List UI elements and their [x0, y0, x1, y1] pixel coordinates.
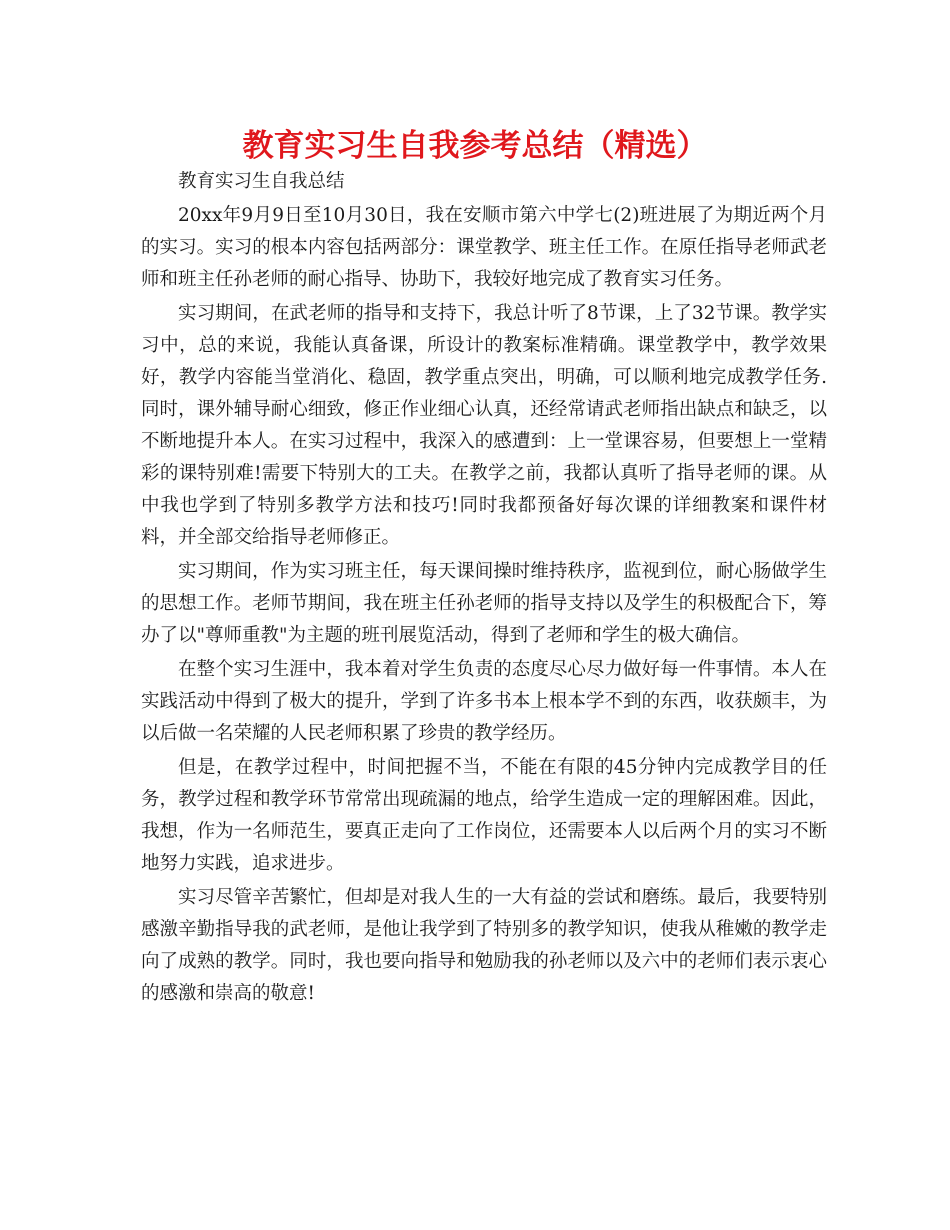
paragraph-class-teacher: 实习期间，作为实习班主任，每天课间操时维持秩序，监视到位，耐心肠做学生的思想工作。老师节期间，我在班主任孙老师的指导支持以及学生的积极配合下，筹办了以"尊师重教"为主题的班刊展览活动，得到了老师和学生的极大确信。	[141, 561, 827, 646]
paragraph-thanks: 实习尽管辛苦繁忙，但却是对我人生的一大有益的尝试和磨练。最后，我要特别感激辛勤指导我的武老师，是他让我学到了特别多的教学知识，使我从稚嫩的教学走向了成熟的教学。同时，我也要向指导和勉励我的孙老师以及六中的老师们表示衷心的感激和崇高的敬意!	[141, 887, 827, 1004]
paragraph-intro: 20xx年9月9日至10月30日，我在安顺市第六中学七(2)班进展了为期近两个月的实习。实习的根本内容包括两部分：课堂教学、班主任工作。在原任指导老师武老师和班主任孙老师的耐心指导、协助下，我较好地完成了教育实习任务。	[141, 205, 827, 290]
document-body	[141, 166, 827, 1010]
paragraph-growth: 在整个实习生涯中，我本着对学生负责的态度尽心尽力做好每一件事情。本人在实践活动中得到了极大的提升，学到了许多书本上根本学不到的东西，收获颇丰，为以后做一名荣耀的人民老师积累了珍贵的教学经历。	[141, 659, 827, 744]
paragraph-teaching: 实习期间，在武老师的指导和支持下，我总计听了8节课，上了32节课。教学实习中，总的来说，我能认真备课，所设计的教案标准精确。课堂教学中，教学效果好，教学内容能当堂消化、稳固，教学重点突出，明确，可以顺利地完成教学任务.同时，课外辅导耐心细致，修正作业细心认真，还经常请武老师指出缺点和缺乏，以不断地提升本人。在实习过程中，我深入的感遭到：上一堂课容易，但要想上一堂精彩的课特别难!需要下特别大的工夫。在教学之前，我都认真听了指导老师的课。从中我也学到了特别多教学方法和技巧!同时我都预备好每次课的详细教案和课件材料，并全部交给指导老师修正。	[141, 303, 827, 548]
document-title: 教育实习生自我参考总结（精选）	[242, 128, 708, 164]
document-subtitle: 教育实习生自我总结	[178, 171, 345, 192]
paragraph-shortcomings: 但是，在教学过程中，时间把握不当，不能在有限的45分钟内完成教学目的任务，教学过程和教学环节常常出现疏漏的地点，给学生造成一定的理解困难。因此，我想，作为一名师范生，要真正走向了工作岗位，还需要本人以后两个月的实习不断地努力实践，追求进步。	[141, 757, 827, 874]
